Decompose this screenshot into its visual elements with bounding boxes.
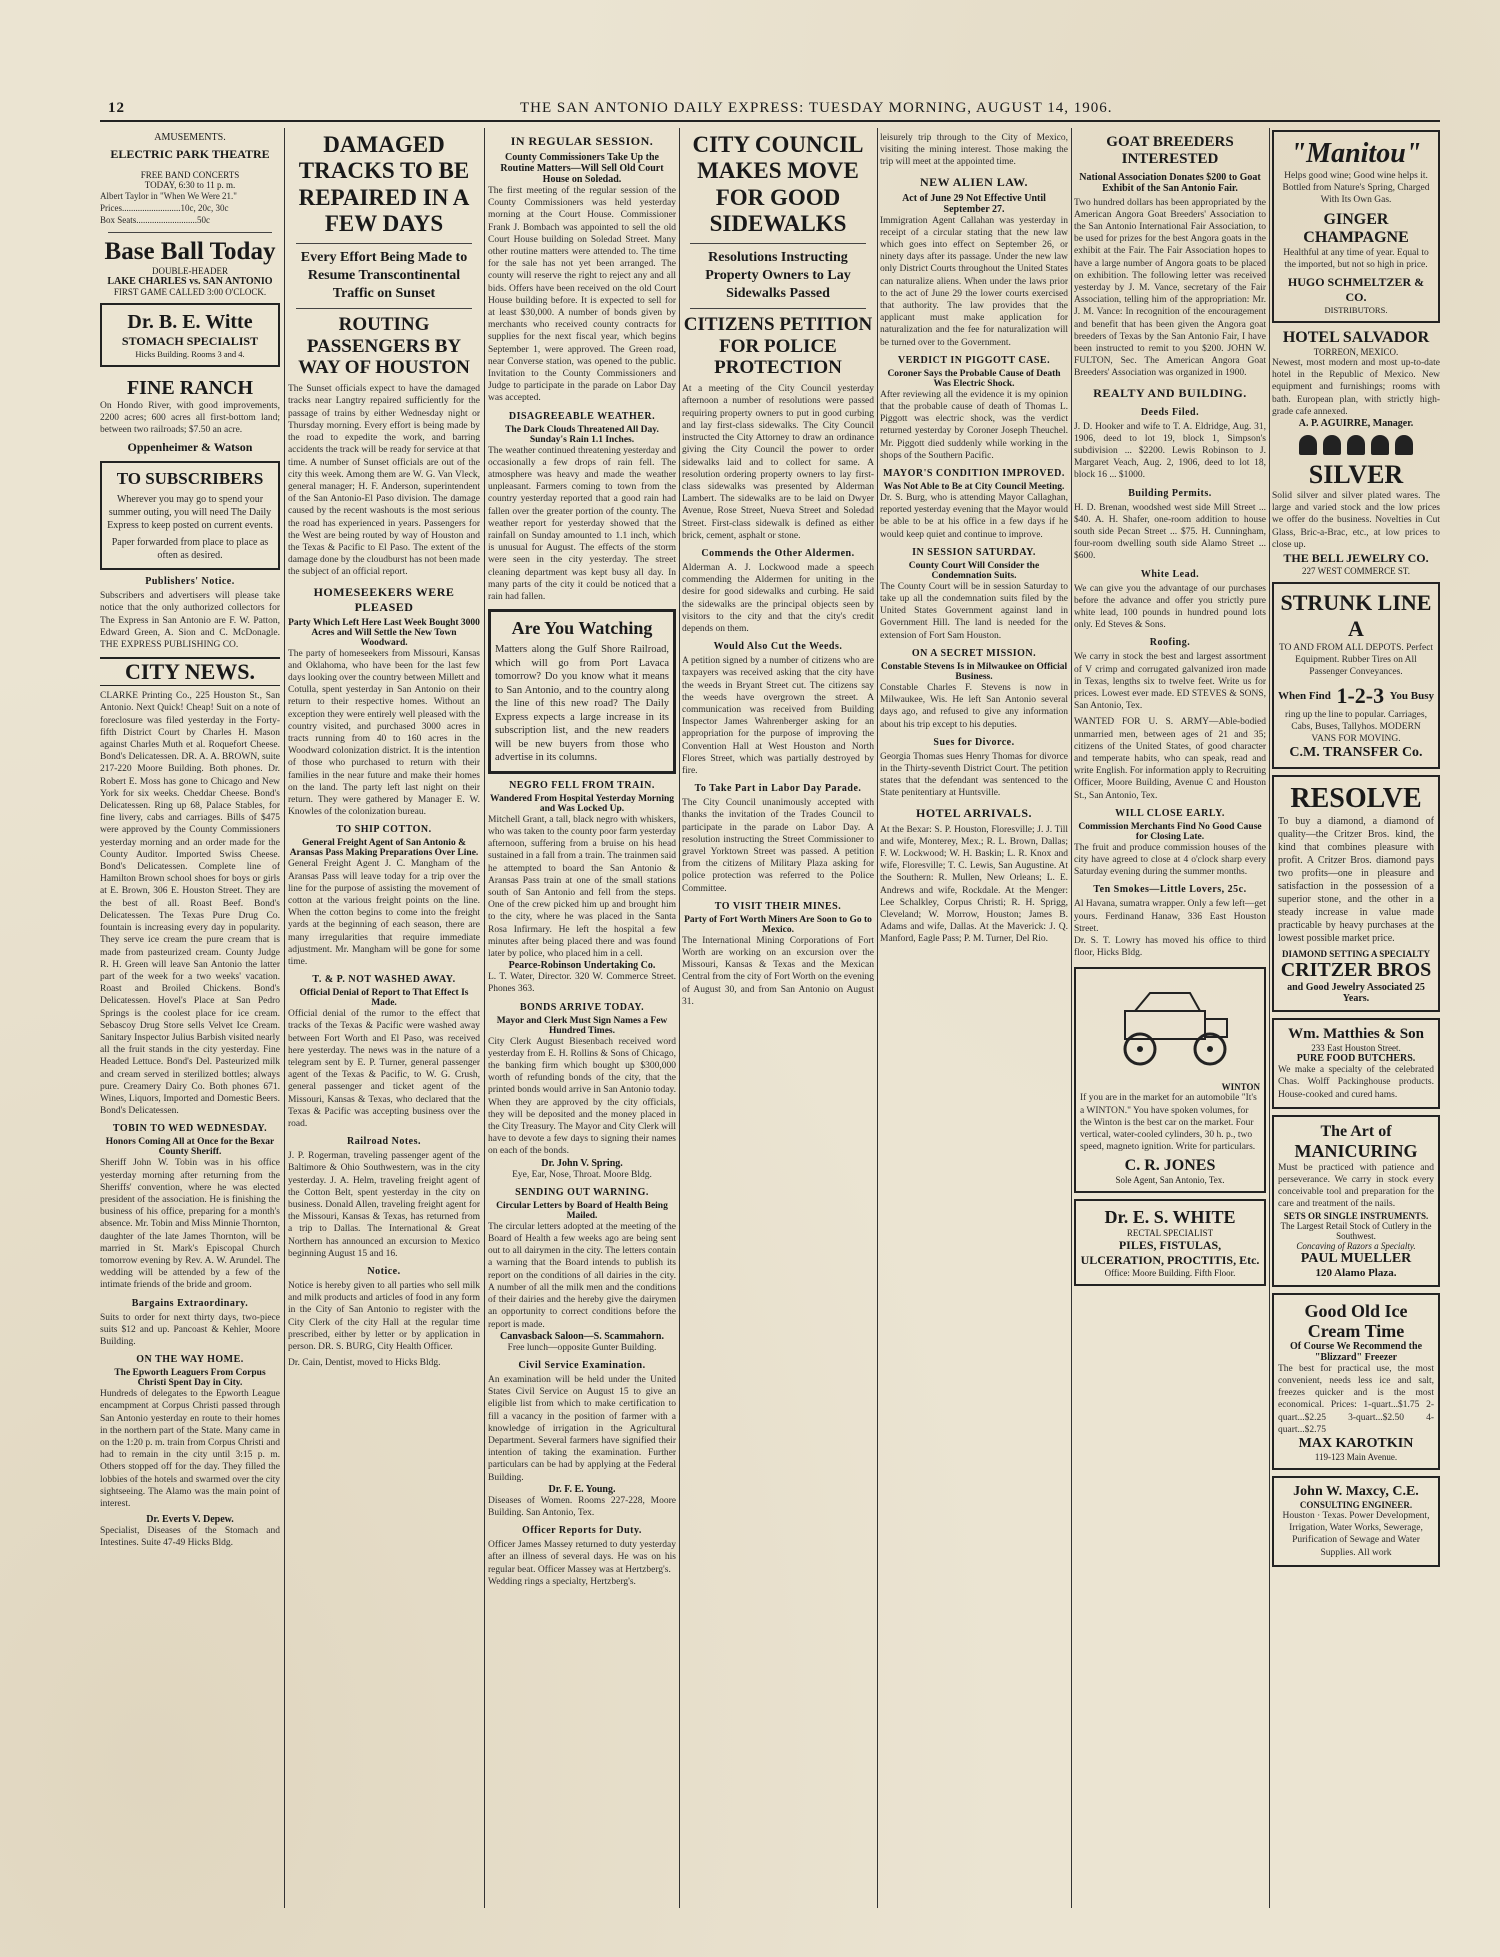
homeseekers-text: The party of homeseekers from Missouri, Kansas and Oklahoma, who have been for the last few days looking over the country between Millett and Cotulla, spent yesterday in San Antonio on their return to their respective homes. Without an exception they were entirely well pleased with the country visited, and purchased 3000 acres in tracts running from 40 to 160 acres in the Woodward colonization district. It is the intention of those who purchased to return with their families in the near future and make their homes on the land. The party left last night on their return. They were gathered by Manager E. W. Knowles of the colonization bureau. xyxy=(288,648,480,818)
depew-name: Dr. Everts V. Depew. xyxy=(146,1514,234,1526)
bonds-text: City Clerk August Biesenbach received word yesterday from E. H. Rollins & Sons of Chicago, the banking firm which bought up $300,000 worth of refunding bonds of the city, that the printed bonds would arrive in San Antonio today. When they are approved by the city officials, they will be deposited and the money placed in the City Treasury. The Mayor and City Clerk will have to devote a few days to signing their names on each of the bonds. xyxy=(488,1036,676,1157)
witte-name: Dr. B. E. Witte xyxy=(127,310,253,333)
karotkin-ad xyxy=(1272,1293,1440,1470)
white-address: Office: Moore Building. Fifth Floor. xyxy=(1104,1268,1236,1279)
column-rule xyxy=(877,128,878,1908)
mayor-headline: MAYOR'S CONDITION IMPROVED. xyxy=(883,468,1065,480)
amusements-label: AMUSEMENTS. xyxy=(154,132,226,143)
goat-headline: GOAT BREEDERS INTERESTED xyxy=(1106,134,1234,168)
ranch-firm: Oppenheimer & Watson xyxy=(127,440,253,455)
mines-text: The International Mining Corporations of Fort Worth are working on an excursion over the Missouri, Kansas & Texas and the Mexican Central from the city of Fort Worth on the evening of August 30, and from San Antonio on August 31. xyxy=(682,935,874,1007)
bell-icon xyxy=(1347,435,1365,455)
column-4 xyxy=(682,128,874,1008)
column-rule xyxy=(1269,128,1270,1908)
alien-law-text: Immigration Agent Callahan was yesterday in receipt of a circular stating that the new law which goes into effect on September 26, or ninety days after its passage. Under the new law only District Courts throughout the United States can naturalize aliens. When under the laws prior to the act of June 29 the lower courts exercised that authority. The law provides that the applicant must make application for naturalization and the fee for naturalization will be turned over to the Government. xyxy=(880,215,1068,348)
aguirre: A. P. AGUIRRE, Manager. xyxy=(1298,418,1414,430)
roofing-text: We carry in stock the best and largest assortment of V crimp and corrugated galvanized iron made in Texas, lengths six to twelve feet. Write us for prices. Lowest ever made. ED STEVES & SONS, San Antonio, Tex. xyxy=(1074,652,1266,712)
blizzard-recommend: Of Course We Recommend the "Blizzard" Freezer xyxy=(1289,1340,1423,1363)
winton-text: If you are in the market for an automobile "It's a WINTON." You have spoken volumes, for the Winton is the best car on the market. Four vertical, water-cooled cylinders, 30 h. p., two speed, magneto ignition. Write for particulars. xyxy=(1080,1093,1257,1153)
warning-sub: Circular Letters by Board of Health Being Mailed. xyxy=(496,1200,668,1221)
double-header: DOUBLE-HEADER xyxy=(152,265,228,276)
manicuring-text: Must be practiced with patience and perseverance. We carry in stock every conceivable tool and preparation for the care and treatment of the nails. xyxy=(1278,1162,1434,1210)
bell-icon xyxy=(1299,435,1317,455)
session-saturday-headline: IN SESSION SATURDAY. xyxy=(912,546,1036,558)
homeseekers-sub: Party Which Left Here Last Week Bought 3000 Acres and Will Settle the New Town Woodward. xyxy=(288,617,480,648)
winton-caption: WINTON xyxy=(1221,1082,1260,1093)
hotel-salvador: HOTEL SALVADOR xyxy=(1282,329,1430,347)
subscribers-text: Wherever you may go to spend your summer outing, you will need The Daily Express to keep posted on current events. xyxy=(107,494,273,532)
watching-title: Are You Watching xyxy=(511,618,653,639)
manitou-title: "Manitou" xyxy=(1290,138,1422,169)
regular-session-sub: County Commissioners Take Up the Routine Matters—Will Sell Old Court House on Soledad. xyxy=(500,152,664,185)
subscribers-title: TO SUBSCRIBERS xyxy=(116,469,264,489)
weather-sub: The Dark Clouds Threatened All Day. Sunday's Rain 1.1 Inches. xyxy=(505,424,659,445)
silver-title: SILVER xyxy=(1308,460,1404,490)
critzer-sub: and Good Jewelry Associated 25 Years. xyxy=(1287,982,1425,1005)
permits-headline: Building Permits. xyxy=(1128,487,1212,499)
tp-text: Official denial of the rumor to the effect that tracks of the Texas & Pacific were washed away between Fort Worth and El Paso, was received here yesterday. The news was in the nature of a telegram sent by E. P. Turner, general passenger agent of the Texas & Pacific, to W. G. Crush, general passenger and ticket agent of the Missouri, Kansas & Texas, who declared that the Texas & Pacific was accepting business over the road. xyxy=(288,1009,480,1130)
ranch-text: On Hondo River, with good improvements, 2200 acres; 600 acres all first-bottom land; between two railroads; $7.50 an acre. xyxy=(100,400,280,436)
sets: SETS OR SINGLE INSTRUMENTS. xyxy=(1283,1210,1429,1221)
white-lead-text: We can give you the advantage of our purchases before the advance and offer you strictly pure white lead, 100 pounds in hundred pound lots only. Ed Steves & Sons. xyxy=(1074,583,1266,631)
officer-headline: Officer Reports for Duty. xyxy=(522,1525,642,1537)
hugo-schmeltzer: HUGO SCHMELTZER & CO. xyxy=(1287,275,1425,305)
deeds-headline: Deeds Filed. xyxy=(1140,406,1200,418)
ginger-champagne: GINGER CHAMPAGNE xyxy=(1303,210,1409,246)
masthead-title: THE SAN ANTONIO DAILY EXPRESS: TUESDAY MORNING, AUGUST 14, 1906. xyxy=(520,100,1113,116)
subscribers-text-2: Paper forwarded from place to place as often as desired. xyxy=(111,537,269,562)
bell-icon xyxy=(1395,435,1413,455)
realty-headline: REALTY AND BUILDING. xyxy=(1093,385,1247,400)
session-saturday-text: The County Court will be in session Saturday to take up all the condemnation suits filed by the United States Government against land in Government Hill. The land is needed for the extension of Fort Sam Houston. xyxy=(880,581,1068,641)
witte-specialty: STOMACH SPECIALIST xyxy=(121,333,259,348)
jones-name: C. R. JONES xyxy=(1124,1157,1216,1175)
dentist-notice: Dr. Cain, Dentist, moved to Hicks Bldg. xyxy=(288,1358,441,1369)
white-name: Dr. E. S. WHITE xyxy=(1104,1207,1236,1228)
strunk-ad xyxy=(1272,582,1440,769)
manitou-text: Helps good wine; Good wine helps it. Bottled from Nature's Spring, Charged With Its Own Gas. xyxy=(1282,171,1430,206)
weeds-text: A petition signed by a number of citizens who are taxpayers was received asking that the city have the weeds in Bryant Street cut. The citizens say the weeds have overgrown the street. A communication was received from Building Inspector James Wahrenberger asking for an appropriation for the purpose of improving the Convention Hall at West Houston and North Flores Street, which was partially destroyed by fire. xyxy=(682,656,874,776)
manicuring: MANICURING xyxy=(1294,1140,1418,1161)
way-home-headline: ON THE WAY HOME. xyxy=(136,1354,244,1366)
railroad-headline: Railroad Notes. xyxy=(347,1136,421,1148)
undertaker-address: L. T. Water, Director. 320 W. Commerce Street. Phones 363. xyxy=(488,972,676,995)
paul-address: 120 Alamo Plaza. xyxy=(1315,1266,1397,1279)
column-6 xyxy=(1074,128,1266,1292)
negro-fell-text: Mitchell Grant, a tall, black negro with whiskers, who was taken to the county poor farm yesterday afternoon, suffering from a bruise on his head sustained in a fall from a train. The trainmen said he attempted to board the San Antonio & Aransas Pass train at one of the small stations south of San Antonio and fell from the steps. One of the crew picked him up and brought him to the city, where he was placed in the Santa Rosa Infirmary. He left the hospital a few minutes after being placed there and was found later by police, who placed him in a cell. xyxy=(488,814,676,960)
bell-icon xyxy=(1323,435,1341,455)
ship-cotton-text: General Freight Agent J. C. Mangham of the Aransas Pass will leave today for a trip over the line for the purpose of assisting the movement of cotton at the various freight points on the line. When the cotton begins to come into the freight yards at the beginning of each season, there are many irregularities that require immediate adjustment. Mr. Mangham will be gone for some time. xyxy=(288,859,480,967)
young-name: Dr. F. E. Young. xyxy=(548,1483,616,1495)
column-3 xyxy=(488,128,676,1588)
deeds-text: J. D. Hooker and wife to T. A. Eldridge, Aug. 31, 1906, deed to lot 19, block 1, Simpson's subdivision ... $2200. Lewis Robinson to J. Margaret Veach, Aug. 2, 1906, deed to lot 18, block 16 ... $1000. xyxy=(1074,421,1266,481)
goat-text: Two hundred dollars has been appropriated by the American Angora Goat Breeders' Association to the San Antonio International Fair Association, to be used for prizes for the best Angora goats in the exhibit at the Fair. The Fair Association hopes to have a large number of Angora goats to be placed on exhibition. The following letter was received yesterday by J. M. Vance, secretary of the Fair Association, telling him of the appropriation: Mr. J. M. Vance: In recognition of the encouragement and benefit that has been given the Angora goat breeders of Texas by the San Antonio Fair, I have been instructed to remit to you $200. JOHN W. FULTON, Sec. The American Angora Goat Breeders' Association was organized in 1900. xyxy=(1074,197,1266,379)
teams: LAKE CHARLES vs. SAN ANTONIO xyxy=(107,275,273,287)
notice-headline: Notice. xyxy=(367,1266,401,1278)
silver-text: Solid silver and silver plated wares. The large and varied stock and the low prices we offer do the business. Novelties in Cut Glass, Bric-a-Brac, etc., at low prices to close up. xyxy=(1272,491,1440,550)
lowry-notice: Dr. S. T. Lowry has moved his office to third floor, Hicks Bldg. xyxy=(1074,936,1266,959)
secret-mission-headline: ON A SECRET MISSION. xyxy=(911,647,1037,659)
albert-taylor: Albert Taylor in "When We Were 21." xyxy=(100,191,237,201)
column-rule xyxy=(484,128,485,1908)
piggott-sub: Coroner Says the Probable Cause of Death Was Electric Shock. xyxy=(887,368,1061,389)
karotkin-address: 119-123 Main Avenue. xyxy=(1314,1451,1398,1462)
mayor-text: Dr. S. Burg, who is attending Mayor Callaghan, reported yesterday evening that the Mayor would be able to be at his office in a few days if he would keep quiet and continue to improve. xyxy=(880,493,1068,540)
routing-headline: ROUTING PASSENGERS BY WAY OF HOUSTON xyxy=(298,313,470,379)
close-early-sub: Commission Merchants Find No Good Cause for Closing Late. xyxy=(1078,821,1262,842)
ranch-title: FINE RANCH xyxy=(126,376,254,399)
city-council-sub: Resolutions Instructing Property Owners to Lay Sidewalks Passed xyxy=(705,249,851,301)
matthies-sub: PURE FOOD BUTCHERS. xyxy=(1296,1053,1416,1065)
young-address: Diseases of Women. Rooms 227-228, Moore Building. San Antonio, Tex. xyxy=(488,1495,676,1518)
ginger-text: Healthful at any time of year. Equal to the imported, but not so high in price. xyxy=(1283,247,1429,270)
depew-text: Specialist, Diseases of the Stomach and Intestines. Suite 47-49 Hicks Bldg. xyxy=(100,1526,280,1549)
strunk-text-2: ring up the line to popular. Carriages, Cabs, Buses, Tallyhos. MODERN VANS FOR MOVING. xyxy=(1285,709,1427,745)
distributors: DISTRIBUTORS. xyxy=(1324,305,1388,316)
piggott-text: After reviewing all the evidence it is my opinion that the probable cause of death of Thomas L. Piggott was electric shock, was the verdict returned yesterday by Coroner Joseph Theuchel. Mr. Piggott died suddenly while working in the shops of the Southern Pacific. xyxy=(880,389,1068,461)
tobin-text: Sheriff John W. Tobin was in his office yesterday morning after returning from the Sheriffs' convention, where he was elected president of the association. He is finishing the business of his office, preparing for a month's absence. Mr. Tobin and Miss Minnie Thornton, daughter of the late James Thornton, will be married in St. Mark's Episcopal Church tomorrow evening by Rev. A. W. Arundel. The wedding will be attended by a few of the intimate friends of the bride and groom. xyxy=(100,1158,280,1291)
city-news-text: CLARKE Printing Co., 225 Houston St., San Antonio. Next Quick! Cheap! Suit on a note of foreclosure was filed yesterday in the Forty-fifth District Court by Charles H. Mason against Charles Muth et al. Roquefort Cheese. Bond's Delicatessen. DR. A. A. BROWN, suite 217-220 Moore Building. Both phones. Dr. Robert E. Moss has gone to Chicago and New York for six weeks. Cheddar Cheese. Bond's Delicatessen. Ring up 68, Palace Stables, for fine livery, cabs and carriages. Bills of $475 were approved by the County Commissioners yesterday morning and an order made for the County Auditor. Imported Swiss Cheese. Bond's Delicatessen. Complete line of Hamilton Brown school shoes for boys or girls at E. Brown, 306 E. Houston Street. They are the best of all. Roast Beef. Bond's Delicatessen. The Texas Pure Drug Co. fountain is increasing every day in popularity. They serve ice cream the pure cream that is made from pasteurized cream. County Judge R. H. Green will leave San Antonio the latter part of the week for a two weeks' vacation. Roast and Broiled Chickens. Bond's Delicatessen. Hovel's Place at San Pedro Springs is the coolest place for ice cream. Sebascoy Drug Store sells Velvet Ice Cream. Sanitary Inspector Julius Barbish visited nearly all the fruit stands in the city yesterday. Fine Headed Lettuce. Bond's Del. Pasteurized milk and cream served in sterilized bottles; always pure. Creamery Dairy Co. Both phones 671. Wines, Liquors, Imported and Domestic Beers. Bond's Delicatessen. xyxy=(100,691,280,1117)
session-saturday-sub: County Court Will Consider the Condemnation Suits. xyxy=(908,560,1040,581)
weather-text: The weather continued threatening yesterday and occasionally a few drops of rain fell. The atmosphere was heavy and made the weather unpleasant. Farmers coming to town from the country yesterday reported that a good rain had fallen over the greater portion of the county. The weather report for yesterday showed that the rainfall on Sunday amounted to 1.1 inch, which is unusual for August. The effects of the storm were seen in the city yesterday. The street cleaning department was kept busy all day. In many parts of the city it could be noticed that a rain had fallen. xyxy=(488,445,676,603)
damaged-tracks-headline: DAMAGED TRACKS TO BE REPAIRED IN A FEW DAYS xyxy=(298,132,470,237)
mayor-sub: Was Not Able to Be at City Council Meeting. xyxy=(883,482,1065,493)
diamond-setting: DIAMOND SETTING A SPECIALTY xyxy=(1282,949,1430,960)
tobin-sub: Honors Coming All at Once for the Bexar County Sheriff. xyxy=(105,1137,275,1158)
spring-name: Dr. John V. Spring. xyxy=(541,1157,623,1169)
notice-text: Notice is hereby given to all parties who sell milk and milk products and articles of food in any form in the City of San Antonio to register with the City Clerk of the city Hall at the regular time prescribed, either by letter or by application in person. DR. S. BURG, City Health Officer. xyxy=(288,1281,480,1353)
tobin-headline: TOBIN TO WED WEDNESDAY. xyxy=(112,1123,268,1135)
ship-cotton-sub: General Freight Agent of San Antonio & Aransas Pass Making Preparations Over Line. xyxy=(289,838,479,859)
blizzard-text: The best for practical use, the most convenient, needs less ice and salt, freezes quicker and is the most economical. Prices: 1-quart...$1.75 2-quart...$2.25 3-quart...$2.50 4-quart...$2.75 xyxy=(1278,1363,1434,1435)
way-home-text: Hundreds of delegates to the Epworth League encampment at Corpus Christi passed through San Antonio yesterday en route to their homes in the northern part of the State. Many came in on the 1:20 p. m. train from Corpus Christi and had to remain in the city until 3:15 p. m. Others stopped off for the day. They filled the lobbies of the hotels and swarmed over the city sightseeing. The Alamo was the main point of interest. xyxy=(100,1389,280,1510)
permits-text: H. D. Brenan, woodshed west side Mill Street ... $40. A. H. Shafer, one-room addition to house south side Pecan Street ... $75. H. Cunningham, four-room dwelling south side Alamo Street ... $600. xyxy=(1074,502,1266,562)
way-home-sub: The Epworth Leaguers From Corpus Christi Spent Day in City. xyxy=(114,1368,266,1389)
strunk-title: STRUNK LINE A xyxy=(1280,590,1432,642)
mines-sub: Party of Fort Worth Miners Are Soon to Go to Mexico. xyxy=(684,914,872,935)
civil-headline: Civil Service Examination. xyxy=(518,1359,646,1371)
maxcy-title: CONSULTING ENGINEER. xyxy=(1299,1499,1413,1510)
white-ad xyxy=(1074,1199,1266,1286)
strunk-phone-row xyxy=(1278,683,1434,709)
masthead xyxy=(100,100,1440,122)
city-news-title: CITY NEWS. xyxy=(100,657,280,686)
white-diseases: PILES, FISTULAS, ULCERATION, PROCTITIS, Etc. xyxy=(1080,1238,1260,1268)
watching-box xyxy=(488,609,676,774)
publishers-text: Subscribers and advertisers will please take notice that the only authorized collectors for The Express in San Antonio are F. W. Patton, Edward Green, A. Sion and C. McDonagle. THE EXPRESS PUBLISHING CO. xyxy=(100,591,280,651)
routing-text: The Sunset officials expect to have the damaged tracks near Langtry repaired sufficiently for the passage of trains by either Wednesday night or Thursday morning. Every effort is being made by the road to expedite the work, and barring accidents the track will be ready for service at that time. A number of Sunset officials are out of the city this week. Among them are W. G. Van Vleck, general manager; H. F. Anderson, superintendent of the San Antonio-El Paso division. The damage caused by the recent washouts is the most serious the road has experienced in years. Passengers for the West are being routed by way of Houston and the Texas & Pacific to El Paso. The extent of the damage done by the cloudburst has not been made the subject of an official report. xyxy=(288,384,480,578)
spring-address: Eye, Ear, Nose, Throat. Moore Bldg. xyxy=(512,1169,652,1180)
winton-ad xyxy=(1074,967,1266,1193)
divorce-headline: Sues for Divorce. xyxy=(933,736,1015,748)
piggott-headline: VERDICT IN PIGGOTT CASE. xyxy=(897,354,1051,366)
today-time: TODAY, 6:30 to 11 p. m. xyxy=(144,180,236,190)
phone-number: 1-2-3 xyxy=(1336,682,1385,708)
secret-mission-text: Constable Charles F. Stevens is now in Milwaukee, Wis. He left San Antonio several days ago, and refused to give any information about his trip except to his deputies. xyxy=(880,682,1068,730)
hotel-arrivals-text: At the Bexar: S. P. Houston, Floresville; J. J. Till and wife, Monterey, Mex.; R. L. Brown, Dallas; F. W. Lockwood; W. H. Baskin; L. R. Knox and wife, Floresville; T. C. Lewis, San Augustine. At the Southern: R. Mullen, New Orleans; L. E. Andrews and wife, Rockdale. At the Menger: Lee Schalkley, Corpus Christi; R. H. Sprigg, Cleveland; W. Morrow, Houston; James B. Adams and wife, Dallas. At the Maverick: J. Q. Manford, Eagle Pass; P. M. Turner, Del Rio. xyxy=(880,824,1068,945)
electric-park-title: ELECTRIC PARK THEATRE xyxy=(110,147,270,161)
witte-ad xyxy=(100,303,280,367)
max-karotkin: MAX KAROTKIN xyxy=(1298,1435,1414,1451)
labor-day-text: The City Council unanimously accepted with thanks the invitation of the Trades Council to participate in the parade on Labor Day. A resolution instructing the Street Commissioner to gravel Yorktown Street was passed. A petition from the citizens of Military Plaza asking for police protection was referred to the Police Committee. xyxy=(682,798,874,894)
wedding-rings: Wedding rings a specialty, Hertzberg's. xyxy=(488,1576,636,1587)
warning-headline: SENDING OUT WARNING. xyxy=(515,1186,649,1198)
bargains-text: Suits to order for next thirty days, two-piece suits $12 and up. Pancoast & Kehler, Moore Building. xyxy=(100,1312,280,1347)
divorce-text: Georgia Thomas sues Henry Thomas for divorce in the Thirty-seventh District Court. The petition states that the defendant was sentenced to the State penitentiary at Huntsville. xyxy=(880,751,1068,799)
negro-fell-sub: Wandered From Hospital Yesterday Morning and Was Locked Up. xyxy=(489,793,675,814)
column-rule xyxy=(679,128,680,1908)
concaving: Concaving of Razors a Specialty. xyxy=(1296,1240,1416,1251)
regular-session-text: The first meeting of the regular session of the County Commissioners was held yesterday morning at the Court House. Commissioner Frank J. Bombach was appointed to sell the old Court House building on Soledad Street. Many other routine matters were attended to. The time for the sale has not yet been arranged. The county will reserve the right to reject any and all bids. Offers have been received on the old Court House building before. It is expected to sell for at least $30,000. A number of bonds given by merchants who received county contracts for supplies for the next fiscal year, which begins September 1, were approved. The Green road, near Converse station, was opened to the public. Invitation to the County Commissioners and Judge to participate in the parade on Labor Day was accepted. xyxy=(488,186,676,404)
roofing-headline: Roofing. xyxy=(1149,637,1191,649)
bonds-headline: BONDS ARRIVE TODAY. xyxy=(519,1001,645,1013)
negro-fell-headline: NEGRO FELL FROM TRAIN. xyxy=(509,779,655,791)
commends-headline: Commends the Other Aldermen. xyxy=(701,547,855,559)
paul-mueller: PAUL MUELLER xyxy=(1300,1250,1412,1266)
maxcy-ad xyxy=(1272,1476,1440,1567)
labor-day-headline: To Take Part in Labor Day Parade. xyxy=(694,783,862,795)
city-council-headline: CITY COUNCIL MAKES MOVE FOR GOOD SIDEWALKS xyxy=(692,132,864,237)
band-concerts: FREE BAND CONCERTS xyxy=(140,170,240,180)
column-rule xyxy=(284,128,285,1908)
first-game: FIRST GAME CALLED 3:00 O'CLOCK. xyxy=(113,286,267,297)
smokes-headline: Ten Smokes—Little Lovers, 25c. xyxy=(1093,884,1247,896)
mueller-ad xyxy=(1272,1115,1440,1287)
critzer-name: CRITZER BROS xyxy=(1280,959,1432,982)
mines-continued: leisurely trip through to the City of Mexico, visiting the mining interest. Those making the trip will meet at the appointed time. xyxy=(880,133,1068,168)
white-lead-headline: White Lead. xyxy=(1140,568,1200,580)
cm-transfer: C.M. TRANSFER Co. xyxy=(1289,745,1423,761)
manitou-ad xyxy=(1272,130,1440,323)
witte-address: Hicks Building. Rooms 3 and 4. xyxy=(135,348,245,359)
prices: Prices..........................10c, 20c, 30c xyxy=(100,203,229,214)
bonds-sub: Mayor and Clerk Must Sign Names a Few Hundred Times. xyxy=(496,1015,668,1036)
close-early-headline: WILL CLOSE EARLY. xyxy=(1115,807,1225,819)
column-5 xyxy=(880,128,1068,946)
hotel-arrivals-headline: HOTEL ARRIVALS. xyxy=(916,805,1032,820)
civil-text: An examination will be held under the United States Civil Service on August 15 to give an eligible list from which to make certification to fill a vacancy in the position of farmer with a knowledge of irrigation in the Agricultural Department. Several farmers have signified their intention of taking the examination. Further particulars can be had by applying at the Federal Building. xyxy=(488,1374,676,1483)
weather-headline: DISAGREEABLE WEATHER. xyxy=(508,410,656,422)
matthies-address: 233 East Houston Street. xyxy=(1311,1043,1401,1054)
automobile-illustration xyxy=(1095,981,1245,1071)
page-number: 12 xyxy=(108,100,125,116)
alien-law-headline: NEW ALIEN LAW. xyxy=(919,174,1029,189)
close-early-text: The fruit and produce commission houses of the city have agreed to close at 4 o'clock sharp every Saturday evening during the summer months. xyxy=(1074,842,1266,878)
officer-text: Officer James Massey returned to duty yesterday after an illness of several days. He was on his regular beat. Officer Massey was at Hertzberg's. xyxy=(488,1540,676,1575)
largest-stock: The Largest Retail Stock of Cutlery in the Southwest. xyxy=(1280,1220,1432,1241)
wanted-army-text: WANTED FOR U. S. ARMY—Able-bodied unmarried men, between ages of 21 and 35; citizens of the United States, of good character and temperate habits, who can speak, read and write English. For information apply to Recruiting Officer, Moore Building, Avenue C and Houston St., San Antonio, Tex. xyxy=(1074,717,1266,801)
alien-law-sub: Act of June 29 Not Effective Until September 27. xyxy=(902,192,1046,215)
strunk-text: TO AND FROM ALL DEPOTS. Perfect Equipment. Rubber Tires on All Passenger Conveyances. xyxy=(1278,643,1434,678)
publishers-label: Publishers' Notice. xyxy=(145,576,235,588)
commends-text: Alderman A. J. Lockwood made a speech commending the Aldermen for uniting in the desire for good sidewalks and curbing. He said the sidewalks are the principal objects seen by visitors to the city and that the city's credit depends on them. xyxy=(682,562,874,634)
baseball-title: Base Ball Today xyxy=(104,237,276,265)
mines-headline: TO VISIT THEIR MINES. xyxy=(714,900,842,912)
torreon: TORREON, MEXICO. xyxy=(1313,347,1399,358)
weeds-headline: Would Also Cut the Weeds. xyxy=(713,641,843,653)
city-council-text: At a meeting of the City Council yesterday afternoon a number of resolutions were passed requiring property owners to put in good curbing and lay first-class sidewalks. The City Council instructed the City Attorney to draw an ordinance giving the City Council the power to order sidewalks laid and to collect for same. A resolution ordering property owners to lay first-class sidewalks was presented by Alderman Lambert. The sidewalks are to be laid on Dwyer Avenue, Rose Street, Nueva Street and Soledad Street. First-class sidewalk is defined as either brick, cement, asphalt or stone. xyxy=(682,384,874,541)
column-1 xyxy=(100,128,280,1550)
white-specialty: RECTAL SPECIALIST xyxy=(1126,1228,1214,1239)
column-2 xyxy=(288,128,480,1369)
damaged-tracks-sub: Every Effort Being Made to Resume Transcontinental Traffic on Sunset xyxy=(300,249,468,301)
column-rule xyxy=(1071,128,1072,1908)
subscribers-box xyxy=(100,461,280,570)
homeseekers-headline: HOMESEEKERS WERE PLEASED xyxy=(313,584,455,614)
ship-cotton-headline: TO SHIP COTTON. xyxy=(336,824,432,836)
bell-jewelry: THE BELL JEWELRY CO. xyxy=(1283,551,1429,566)
railroad-text: J. P. Rogerman, traveling passenger agent of the Baltimore & Ohio Southwestern, was in the city yesterday. J. A. Helm, traveling freight agent of the Cotton Belt, spent yesterday in the city on business. Donald Allen, traveling freight agent for the Missouri, Kansas & Texas, has returned from a trip to Dallas. The International & Great Northern has announced an excursion to Mexico beginning August 15 and 16. xyxy=(288,1151,480,1259)
art-of: The Art of xyxy=(1320,1122,1392,1140)
goat-sub: National Association Donates $200 to Goat Exhibit of the San Antonio Fair. xyxy=(1079,171,1261,194)
bargains-headline: Bargains Extraordinary. xyxy=(131,1297,249,1309)
column-7 xyxy=(1272,128,1440,1573)
maxcy-text: Houston · Texas. Power Development, Irrigation, Water Works, Sewerage, Purification of Sewage and Water Supplies. All work xyxy=(1282,1510,1430,1558)
secret-mission-sub: Constable Stevens Is in Milwaukee on Official Business. xyxy=(880,661,1068,682)
bells-row xyxy=(1272,435,1440,460)
canvasback-name: Canvasback Saloon—S. Scammahorn. xyxy=(500,1330,664,1342)
resolve-title: RESOLVE xyxy=(1290,783,1422,815)
warning-text: The circular letters adopted at the meeting of the Board of Health a few weeks ago are being sent out to all dairymen in the city. The letters contain a warning that the Board intends to publish its report on the conditions of all dairies in the city. A number of all the milk men and the conditions of their dairies and the hereby give the dairymen an opportunity to correct conditions before the report is made. xyxy=(488,1221,676,1330)
tp-headline: T. & P. NOT WASHED AWAY. xyxy=(312,974,456,986)
salvador-text: Newest, most modern and most up-to-date hotel in the Republic of Mexico. New equipment and furnishings; rooms with bath. European plan, with strictly high-grade cafe annexed. xyxy=(1272,358,1440,417)
bell-icon xyxy=(1371,435,1389,455)
critzer-ad xyxy=(1272,775,1440,1012)
matthies-name: Wm. Matthies & Son xyxy=(1288,1026,1424,1043)
box-seats: Box Seats...........................50c xyxy=(100,215,210,226)
matthies-ad xyxy=(1272,1018,1440,1109)
regular-session-headline: IN REGULAR SESSION. xyxy=(510,134,654,148)
good-old-ice-cream: Good Old Ice Cream Time xyxy=(1304,1300,1408,1341)
jones-address: Sole Agent, San Antonio, Tex. xyxy=(1115,1175,1225,1186)
tp-sub: Official Denial of Report to That Effect Is Made. xyxy=(299,988,469,1009)
watching-text: Matters along the Gulf Shore Railroad, which will go from Port Lavaca tomorrow? Do you know what it means to San Antonio, and to the country along the line of this new road? The Daily Express expects a large increase in its subscription list, and the new readers will be new buyers from those who advertise in its columns. xyxy=(495,644,669,764)
matthies-text: We make a specialty of the celebrated Chas. Wolff Packinghouse products. House-cooked and cured hams. xyxy=(1278,1065,1434,1100)
maxcy-name: John W. Maxcy, C.E. xyxy=(1293,1483,1419,1499)
bell-address: 227 WEST COMMERCE ST. xyxy=(1301,566,1410,577)
police-headline: CITIZENS PETITION FOR POLICE PROTECTION xyxy=(683,313,873,379)
when-find: When Find xyxy=(1278,689,1331,702)
undertaker-name: Pearce-Robinson Undertaking Co. xyxy=(508,960,656,972)
smokes-text: Al Havana, sumatra wrapper. Only a few left—get yours. Ferdinand Hanaw, 336 East Houston Street. xyxy=(1074,899,1266,934)
resolve-text: To buy a diamond, a diamond of quality—the Critzer Bros. kind, the kind that combines pleasure with profit. A Critzer Bros. diamond pays two profits—one in pleasure and satisfaction in the possession of a superior stone, and the other in a steady increase in value made practicable by heavy purchases at the lowest possible market price. xyxy=(1278,816,1434,945)
canvasback-text: Free lunch—opposite Gunter Building. xyxy=(507,1342,657,1353)
you-busy: You Busy xyxy=(1389,689,1434,702)
